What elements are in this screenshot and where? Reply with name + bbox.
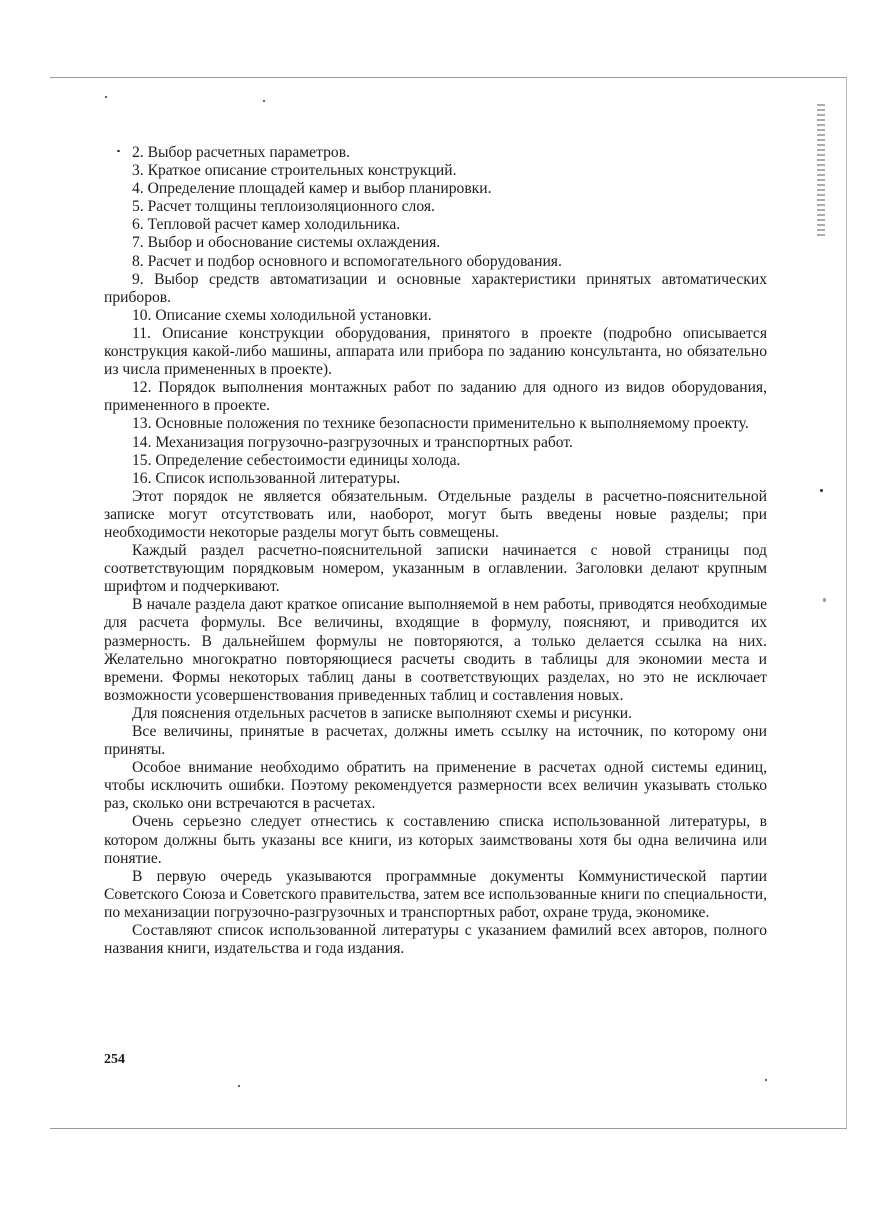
page-text: [104, 144, 767, 958]
speck: [820, 489, 823, 492]
page-number: 254: [104, 1052, 125, 1067]
body-paragraph: Этот порядок не является обязательным. Отдельные разделы в расчетно-пояснительной записке могут отсутствовать или, наоборот, могут быть введены новые разделы; при необходимости некоторые разделы могут быть совмещены.: [104, 487, 767, 541]
list-item: 3. Краткое описание строительных конструкций.: [132, 162, 457, 180]
list-item: 2. Выбор расчетных параметров.: [132, 144, 350, 161]
body-paragraph: В начале раздела дают краткое описание выполняемой в нем работы, приводятся необходимые для расчета формулы. Все величины, входящие в формулу, поясняют, и приводится их размерность. В дальнейшем формулы не повторяются, а только делается ссылка на них. Желательно многократно повторяющиеся расчеты сводить в таблицы для экономии места и времени. Формы некоторых таблиц даны в соответствующих разделах, но это не исключает возможности усовершенствования приведенных таблиц и составления новых.: [104, 596, 767, 704]
list-item: 14. Механизация погрузочно-разгрузочных и транспортных работ.: [132, 433, 573, 451]
body-paragraph: Все величины, принятые в расчетах, должны иметь ссылку на источник, по которому они приняты.: [104, 723, 767, 759]
body-paragraph: В первую очередь указываются программные документы Коммунистической партии Советского Союза и Советского правительства, затем все использованные книги по специальности, по механизации погрузочно-разгрузочных и транспортных работ, охране труда, экономике.: [104, 867, 767, 921]
body-paragraph: Очень серьезно следует отнестись к составлению списка использованной литературы, в котором должны быть указаны все книги, из которых заимствованы хотя бы одна величина или понятие.: [104, 813, 767, 867]
list-item: 4. Определение площадей камер и выбор планировки.: [132, 180, 492, 198]
list-item: 7. Выбор и обоснование системы охлаждения.: [132, 234, 441, 252]
binding-shadow: [817, 104, 825, 239]
list-item: 10. Описание схемы холодильной установки.: [132, 306, 432, 324]
list-item: 6. Тепловой расчет камер холодильника.: [132, 216, 401, 234]
speck: [238, 1085, 240, 1087]
speck: [105, 96, 107, 98]
list-item: 12. Порядок выполнения монтажных работ по заданию для одного из видов оборудования, примененного в проекте.: [104, 379, 767, 415]
body-paragraph: Особое внимание необходимо обратить на применение в расчетах одной системы единиц, чтобы исключить ошибки. Поэтому рекомендуется размерности всех величин указывать столько раз, сколько они встречаются в расчетах.: [104, 759, 767, 813]
speck: [765, 1079, 767, 1081]
body-paragraph: Для пояснения отдельных расчетов в записке выполняют схемы и рисунки.: [132, 704, 633, 722]
speck: [263, 100, 265, 102]
list-item: 13. Основные положения по технике безопасности применительно к выполняемому проекту.: [132, 415, 749, 433]
list-item: 15. Определение себестоимости единицы холода.: [132, 451, 461, 469]
list-item: 11. Описание конструкции оборудования, принятого в проекте (подробно описывается конструкция какой-либо машины, аппарата или прибора по заданию консультанта, но обязательно из числа примененных в проекте).: [104, 324, 767, 379]
speck: [823, 598, 826, 602]
list-item: 16. Список использованной литературы.: [132, 469, 401, 487]
list-item: 9. Выбор средств автоматизации и основные характеристики принятых автоматических приборов.: [104, 270, 767, 306]
list-item: 5. Расчет толщины теплоизоляционного слоя.: [132, 198, 435, 216]
body-paragraph: Составляют список использованной литературы с указанием фамилий всех авторов, полного названия книги, издательства и года издания.: [104, 922, 767, 958]
list-item: 8. Расчет и подбор основного и вспомогательного оборудования.: [132, 252, 562, 270]
body-paragraph: Каждый раздел расчетно-пояснительной записки начинается с новой страницы под соответствующим порядковым номером, указанным в оглавлении. Заголовки делают крупным шрифтом и подчеркивают.: [104, 542, 767, 596]
